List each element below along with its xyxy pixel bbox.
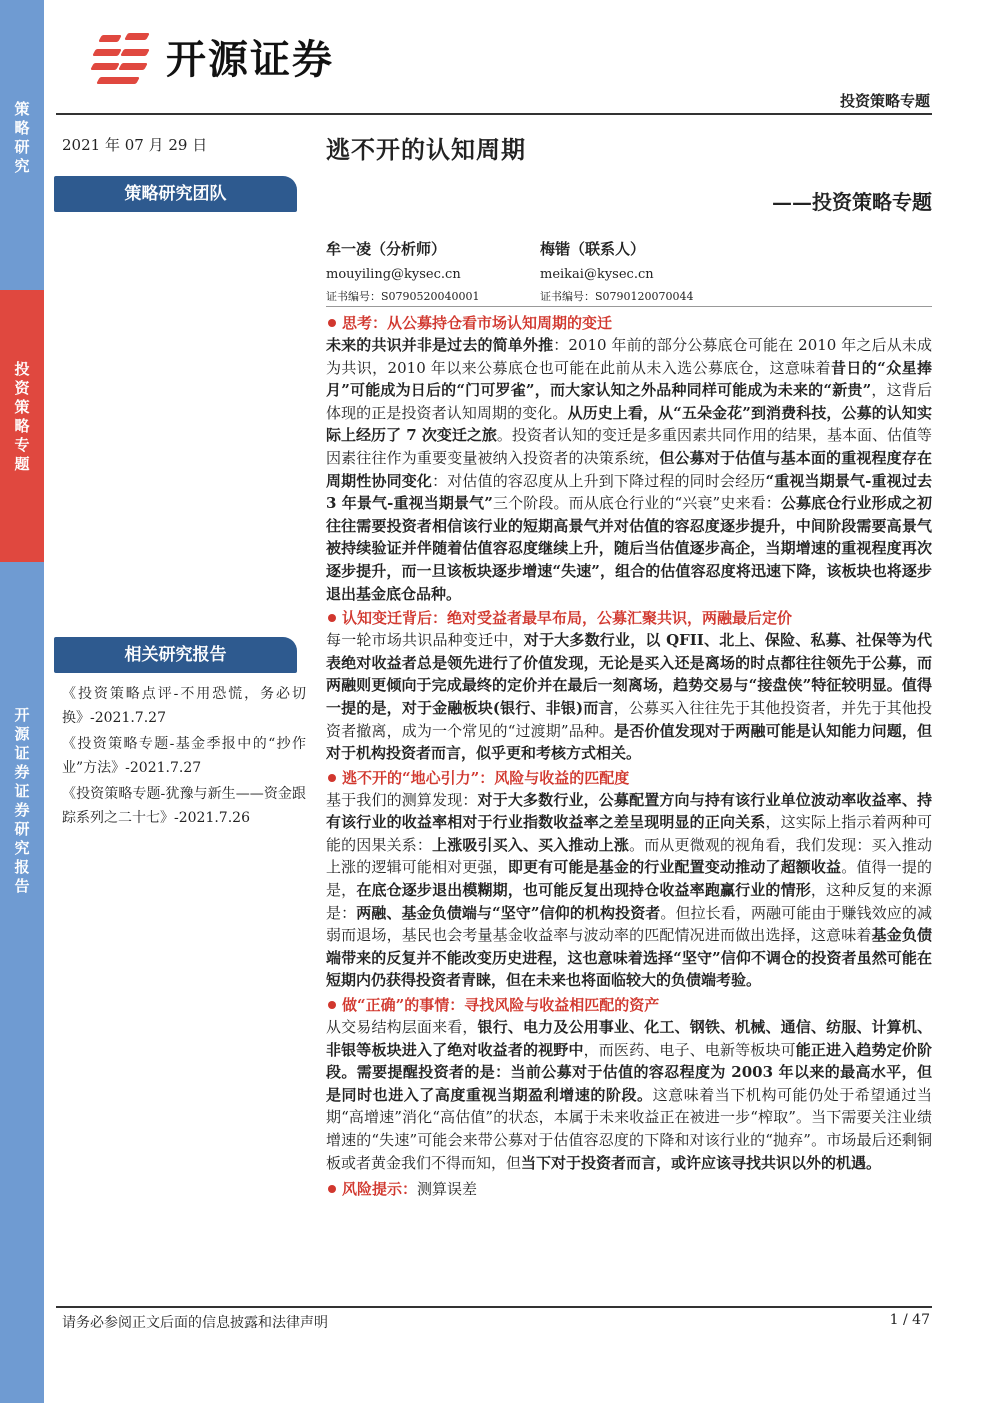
emphasis-text: 银行、电力及公用事业、化工、钢铁、机械、通信、纺服、计算机、非银等板块进入了绝对收益者的视野中 <box>326 1018 932 1059</box>
section-paragraph <box>326 789 932 992</box>
section-heading-text: 做“正确”的事情：寻找风险与收益相匹配的资产 <box>342 996 660 1015</box>
body-text: ，而医药、电子、电新等板块可 <box>583 1040 796 1059</box>
emphasis-text: 基金负债端带来的反复并不能改变历史进程，这也意味着选择“坚守”信仰不调仓的投资者虽然可能在短期内仍获得投资者青睐，但在未来也将面临较大的负债端考验。 <box>326 926 932 990</box>
footer-rule <box>56 1306 932 1308</box>
emphasis-text: 对于大多数行业，以 QFII、北上、保险、私募、社保等为代表绝对收益者总是领先进行了价值发现，无论是买入还是离场的时点都往往领先于公募，而两融则更倾向于完成最终的定价并在最后一刻离场，趋势交易与“接盘侠”特征较明显。值得一提的是，对于金融板块(银行、非银)而言 <box>326 631 932 717</box>
body-text: ，这种反复的来源是： <box>326 881 932 922</box>
emphasis-text: 在底仓逐步退出模糊期，也可能反复出现持仓收益率跑赢行业的情形 <box>356 881 811 900</box>
section-heading <box>326 994 932 1016</box>
body-text: 。而从更微观的视角看，我们发现：买入推动上涨的逻辑可能相对更强， <box>326 835 932 877</box>
body-text: 每一轮市场共识品种变迁中， <box>326 631 524 650</box>
risk-text: 测算误差 <box>417 1180 478 1199</box>
body-text: ，这背后体现的正是投资者认知周期的变化。 <box>326 381 932 422</box>
related-report-item[interactable]: 《投资策略专题-基金季报中的“抄作业”方法》-2021.7.27 <box>62 736 306 776</box>
section-paragraph <box>326 334 932 605</box>
section-heading-text: 思考：从公募持仓看市场认知周期的变迁 <box>342 314 613 332</box>
author-name: 梅锴（联系人） <box>540 240 646 258</box>
section-heading <box>326 767 932 789</box>
author-1 <box>326 238 480 304</box>
section-heading-text: 逃不开的“地心引力”：风险与收益的匹配度 <box>342 768 630 787</box>
side-label-mid: 投资策略专题 <box>14 360 30 473</box>
summary-sections <box>326 312 932 1174</box>
company-logo <box>92 28 334 85</box>
author-name: 牟一凌（分析师） <box>326 240 447 258</box>
logo-mark-icon <box>92 29 152 85</box>
emphasis-text: 两融、基金负债端与“坚守”信仰的机构投资者 <box>356 903 661 922</box>
side-label-top: 策略研究 <box>14 100 30 175</box>
risk-note <box>326 1178 932 1200</box>
related-report-item[interactable]: 《投资策略专题-犹豫与新生——资金跟踪系列之二十七》-2021.7.26 <box>62 786 306 826</box>
emphasis-text: 公募底仓行业形成之初往往需要投资者相信该行业的短期高景气并对估值的容忍度逐步提升，中间阶段需要高景气被持续验证并伴随着估值容忍度继续上升，随后当估值逐步高企，当期增速的重视程度再次逐步提升，而一旦该板块逐步增速“失速”，组合的估值容忍度将迅速下降，该板块也将逐步退出基金底仓品种。 <box>326 494 932 603</box>
report-body <box>326 312 932 1200</box>
body-text: 这意味着当下机构可能仍处于希望通过当期“高增速”消化“高估值”的状态，本属于未来收益正在被进一步“榨取”。当下需要关注业绩增速的“失速”可能会来带公募对于估值容忍度的下降和对该行业的“抛弃”。市场最后还剩铜板或者黄金我们不得而知，但 <box>326 1085 932 1172</box>
report-type: 投资策略专题 <box>839 92 930 110</box>
section-heading <box>326 607 932 629</box>
logo-text: 开源证券 <box>166 37 334 83</box>
emphasis-text: 昔日的“众星捧月”可能成为日后的“门可罗雀”，而大家认知之外品种同样可能成为未来的“新贵” <box>326 358 932 400</box>
bullet-icon <box>328 319 336 327</box>
section-heading-text: 认知变迁背后：绝对受益者最早布局，公募汇聚共识，两融最后定价 <box>342 609 793 628</box>
emphasis-text: 上涨吸引买入、买入推动上涨 <box>432 835 630 854</box>
author-email[interactable]: meikai@kysec.cn <box>540 267 654 282</box>
bullet-icon <box>328 1185 336 1193</box>
author-cert: 证书编号：S0790520040001 <box>326 290 480 303</box>
body-text: ：2010 年前的部分公募底仓可能在 2010 年之后从未成为共识，2010 年以来公募底仓也可能在此前从未入选公募底仓，这意味着 <box>326 336 932 377</box>
body-text: 从交易结构层面来看， <box>326 1018 478 1037</box>
emphasis-text: 当下对于投资者而言，或许应该寻找共识以外的机遇。 <box>521 1153 882 1172</box>
section-paragraph <box>326 1016 932 1174</box>
related-reports-box: 相关研究报告 <box>54 637 297 673</box>
author-2 <box>540 238 694 304</box>
emphasis-text: 从历史上看，从“五朵金花”到消费科技，公募的认知实际上经历了 7 次变迁之旅 <box>326 403 932 445</box>
body-text: 。投资者认知的变迁是多重因素共同作用的结果，基本面、估值等因素往往作为重要变量被纳入投资者的决策系统， <box>326 426 932 467</box>
side-strip <box>0 0 44 1403</box>
related-reports-list <box>62 682 306 832</box>
team-label-box: 策略研究团队 <box>54 176 297 212</box>
author-rule <box>326 306 932 307</box>
emphasis-text: 但公募对于估值与基本面的重视程度存在周期性协同变化 <box>326 448 932 490</box>
emphasis-text: “重视当期景气-重视过去 3 年景气-重视当期景气” <box>326 471 932 513</box>
risk-label: 风险提示： <box>342 1180 418 1199</box>
report-title: 逃不开的认知周期 <box>326 135 526 164</box>
emphasis-text: 对于大多数行业，公募配置方向与持有该行业单位波动率收益率、持有该行业的收益率相对于行业指数收益率之差呈现明显的正向关系 <box>326 790 932 832</box>
emphasis-text: 未来的共识并非是过去的简单外推 <box>326 336 554 354</box>
bullet-icon <box>328 614 336 622</box>
report-date: 2021 年 07 月 29 日 <box>62 136 208 154</box>
side-label-bottom: 开源证券 证券研究报告 <box>14 706 30 895</box>
body-text: 三个阶段。而从底仓行业的“兴衰”史来看： <box>492 494 781 513</box>
emphasis-text: 是否价值发现对于两融可能是认知能力问题，但对于机构投资者而言，似乎更和考核方式相关。 <box>326 721 932 763</box>
related-report-item[interactable]: 《投资策略点评-不用恐慌，务必切换》-2021.7.27 <box>62 686 306 726</box>
bullet-icon <box>328 1001 336 1009</box>
section-heading <box>326 312 932 334</box>
body-text: ：对估值的容忍度从上升到下降过程的同时会经历 <box>432 471 766 490</box>
body-text: 。但拉长看，两融可能由于赚钱效应的减弱而退场，基民也会考量基金收益率与波动率的匹配情况进而做出选择，这意味着 <box>326 903 932 945</box>
author-cert: 证书编号：S0790120070044 <box>540 290 694 303</box>
report-subtitle: ——投资策略专题 <box>772 190 932 214</box>
bullet-icon <box>328 774 336 782</box>
emphasis-text: 能正进入趋势定价阶段。需要提醒投资者的是：当前公募对于估值的容忍程度为 2003 年以来的最高水平，但是同时也进入了高度重视当期盈利增速的阶段。 <box>326 1040 932 1104</box>
header-rule <box>56 113 932 115</box>
body-text: 。值得一提的是， <box>326 858 932 900</box>
body-text: 基于我们的测算发现： <box>326 790 478 809</box>
emphasis-text: 即更有可能是基金的行业配置变动推动了超额收益 <box>507 858 842 877</box>
page-number: 1 / 47 <box>889 1312 930 1328</box>
body-text: ，公募买入往往先于其他投资者，并先于其他投资者撤离，成为一个常见的“过渡期”品种。 <box>326 698 932 740</box>
author-email[interactable]: mouyiling@kysec.cn <box>326 267 461 282</box>
section-paragraph <box>326 629 932 765</box>
body-text: ，这实际上指示着两种可能的因果关系： <box>326 813 932 854</box>
footer-disclaimer[interactable]: 请务必参阅正文后面的信息披露和法律声明 <box>62 1315 328 1331</box>
